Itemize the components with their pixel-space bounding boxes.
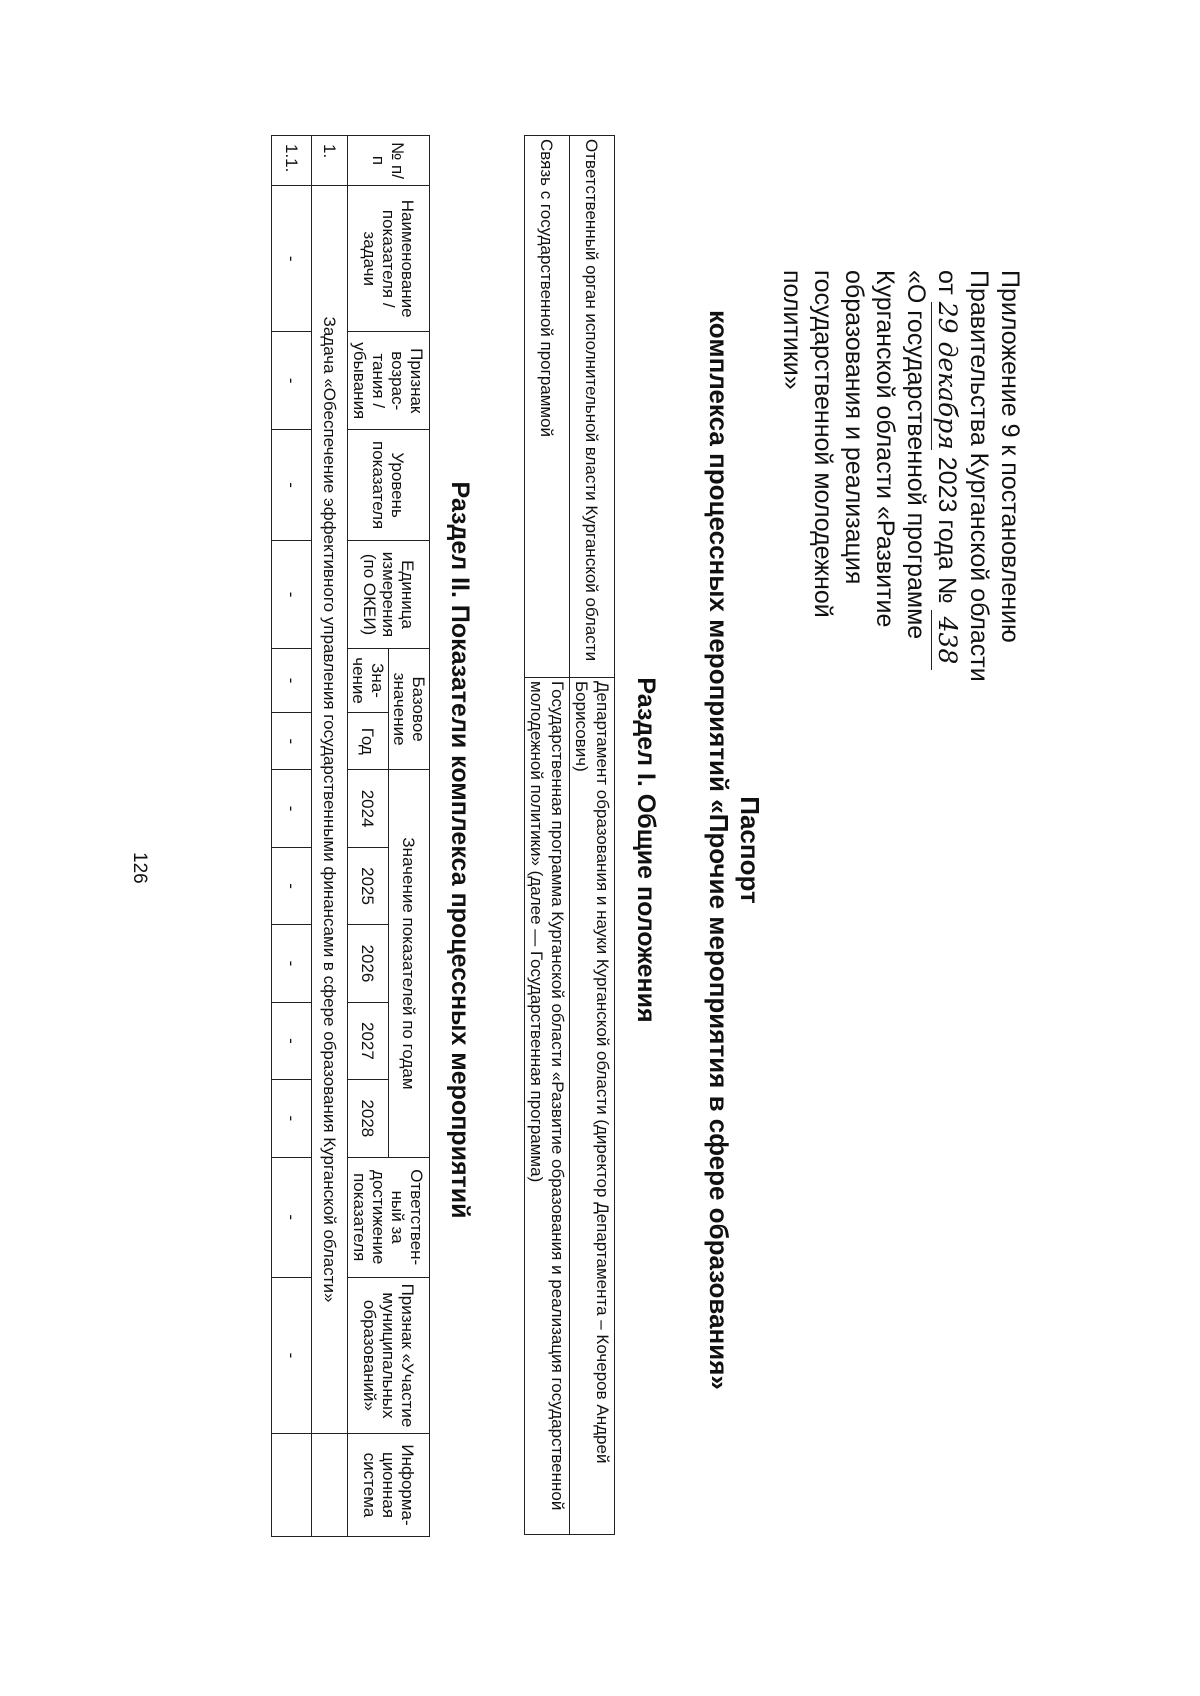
col-municipal-header: Признак «Участие муниципальных образований» xyxy=(348,1277,430,1433)
table-cell xyxy=(312,1434,348,1537)
appendix-line: Правительства Курганской области xyxy=(965,270,993,682)
appendix-date-line xyxy=(931,270,963,770)
table-cell: - xyxy=(272,1002,312,1079)
program-link-value: Государственная программа Курганской области «Развитие образования и реализация государственной молодежной политики» (далее — Государственная программа) xyxy=(525,678,570,1535)
table-cell: - xyxy=(272,541,312,649)
appendix-line: Приложение 9 к постановлению xyxy=(996,270,1024,643)
program-link-label: Связь с государственной программой xyxy=(525,136,570,678)
col-year-2025-header: 2025 xyxy=(348,847,389,924)
table-cell xyxy=(272,1434,312,1537)
table-cell: - xyxy=(272,332,312,430)
col-num-header: № п/п xyxy=(348,136,430,186)
table-cell: - xyxy=(272,1277,312,1433)
indicators-table xyxy=(271,135,430,1537)
table-cell: - xyxy=(272,430,312,541)
appendix-block xyxy=(776,270,1025,770)
col-trend-header: Признак возрас-тания / убывания xyxy=(348,332,430,430)
col-year-2026-header: 2026 xyxy=(348,925,389,1002)
appendix-from: от xyxy=(933,270,961,295)
col-base-year-header: Год xyxy=(348,713,389,770)
appendix-year-number: 2023 года № xyxy=(933,456,961,604)
col-base-value-header: Зна-чение xyxy=(348,648,389,712)
handwritten-date: 29 декабря xyxy=(933,301,962,450)
document-subtitle: комплекса процессных мероприятий «Прочие мероприятия в сфере образования» xyxy=(704,310,734,1390)
table-cell: - xyxy=(272,925,312,1002)
table-cell: - xyxy=(272,713,312,770)
page-number: 126 xyxy=(129,852,150,884)
table-row xyxy=(570,136,615,1535)
responsible-body-value: Департамент образования и науки Курганской области (директор Департамента – Кочеров Андрей Борисович) xyxy=(570,678,615,1535)
col-year-2024-header: 2024 xyxy=(348,770,389,847)
table-cell: - xyxy=(272,186,312,332)
table-row xyxy=(312,136,348,1537)
appendix-line: политики» xyxy=(778,270,806,390)
responsible-body-label: Ответственный орган исполнительной власти Курганской области xyxy=(570,136,615,678)
table-row xyxy=(272,136,312,1537)
section-1-heading: Раздел I. Общие положения xyxy=(632,677,660,1023)
table-cell: - xyxy=(272,847,312,924)
appendix-line: Курганской области «Развитие xyxy=(871,270,899,628)
handwritten-number: 438 xyxy=(931,610,963,670)
col-unit-header: Единица измерения (по ОКЕИ) xyxy=(348,541,430,649)
col-values-header: Значение показателей по годам xyxy=(389,770,430,1157)
col-info-system-header: Информа-ционная система xyxy=(348,1434,430,1537)
appendix-line: «О государственной программе xyxy=(902,270,930,640)
table-cell: - xyxy=(272,1080,312,1157)
table-cell: - xyxy=(272,1157,312,1277)
col-year-2027-header: 2027 xyxy=(348,1002,389,1079)
task-text: Задача «Обеспечение эффективного управления государственными финансами в сфере образования Курганской области» xyxy=(312,186,348,1434)
table-row xyxy=(525,136,570,1535)
col-responsible-header: Ответствен-ный за достижение показателя xyxy=(348,1157,430,1277)
appendix-line: образования и реализация xyxy=(840,270,868,585)
col-year-2028-header: 2028 xyxy=(348,1080,389,1157)
col-level-header: Уровень показателя xyxy=(348,430,430,541)
section-2-heading: Раздел II. Показатели комплекса процессных мероприятий xyxy=(446,481,474,1219)
table-cell: - xyxy=(272,770,312,847)
col-base-header: Базовое значение xyxy=(389,648,430,770)
document-title: Паспорт xyxy=(735,796,765,904)
col-name-header: Наименование показателя / задачи xyxy=(348,186,430,332)
appendix-line: государственной молодежной xyxy=(809,270,837,618)
general-provisions-table xyxy=(524,135,615,1535)
header-row xyxy=(389,136,430,1537)
table-cell: - xyxy=(272,648,312,712)
row-num: 1.1. xyxy=(272,136,312,186)
task-num: 1. xyxy=(312,136,348,186)
